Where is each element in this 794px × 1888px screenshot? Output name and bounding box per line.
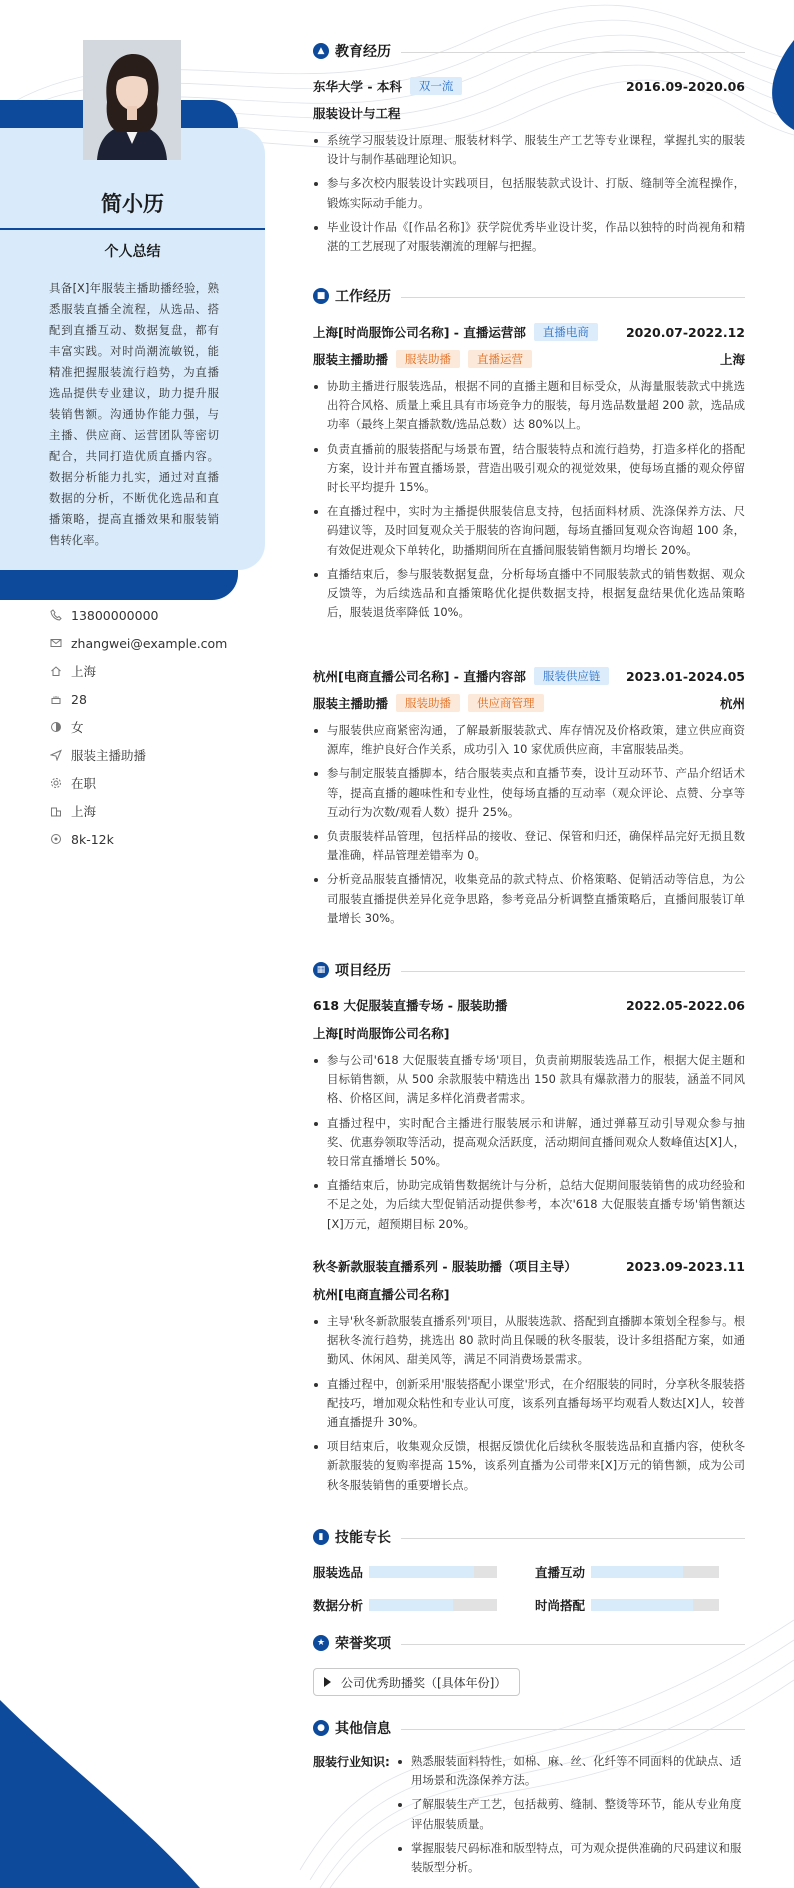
contact-list (50, 601, 260, 853)
skill-level-fill (369, 1566, 474, 1578)
list-item: 直播结束后，协助完成销售数据统计与分析，总结大促期间服装销售的成功经验和不足之处，为后续大型促销活动提供参考，本次'618 大促服装直播专场'销售额达[X]万元，超预期目标 20%。 (313, 1176, 745, 1234)
position-icon (50, 749, 62, 761)
project-entry-head: 618 大促服装直播专场 - 服装助播 2022.05-2022.06 (313, 997, 745, 1013)
home-icon (50, 665, 62, 677)
list-item: 负责直播前的服装搭配与场景布置，结合服装特点和流行趋势，打造多样化的搭配方案，设计并布置直播场景，营造出吸引观众的视觉效果，使每场直播的观众停留时长平均提升 15%。 (313, 440, 745, 498)
other-label: 服装行业知识: (313, 1755, 390, 1769)
education-bullets (313, 131, 745, 261)
gender-icon (50, 721, 62, 733)
section-awards: ★ 荣誉奖项 (313, 1631, 745, 1655)
bar-chart-icon: ▮ (313, 1529, 329, 1545)
salary-icon (50, 833, 62, 845)
status-icon (50, 777, 62, 789)
list-item: 参与公司'618 大促服装直播专场'项目，负责前期服装选品工作，根据大促主题和目标销售额，从 500 余款服装中精选出 150 款具有爆款潜力的服装，涵盖不同风格、价格区间，满足多样化消费者需求。 (313, 1051, 745, 1109)
list-item: 参与多次校内服装设计实践项目，包括服装款式设计、打版、缝制等全流程操作，锻炼实际动手能力。 (313, 174, 745, 212)
list-item: 分析竞品服装直播情况，收集竞品的款式特点、价格策略、促销活动等信息，为公司服装直播提供差异化竞争思路，参考竞品分析调整直播策略后，直播间服装订单量增长 30%。 (313, 870, 745, 928)
project-bullets (313, 1051, 745, 1239)
other-bullets (397, 1752, 745, 1882)
list-item: 直播结束后，参与服装数据复盘，分析每场直播中不同服装款式的销售数据、观众反馈等，为后续选品和直播策略优化提供数据支持，根据复盘结果优化选品策略后，服装退货率降低 10%。 (313, 565, 745, 623)
phone-icon (50, 609, 62, 621)
list-item: 与服装供应商紧密沟通，了解最新服装款式、库存情况及价格政策，建立供应商资源库，维护良好合作关系，成功引入 10 家优质供应商，丰富服装品类。 (313, 721, 745, 759)
profile-photo (83, 40, 181, 160)
list-item: 项目结束后，收集观众反馈，根据反馈优化后续秋冬服装选品和直播内容，使秋冬新款服装的复购率提高 15%，该系列直播为公司带来[X]万元的销售额，成为公司秋冬服装销售的重要增长点。 (313, 1437, 745, 1495)
project-company: 上海[时尚服饰公司名称] (313, 1026, 450, 1041)
list-item: 熟悉服装面料特性，如棉、麻、丝、化纤等不同面料的优缺点、适用场景和洗涤保养方法。 (397, 1752, 745, 1790)
list-item: 系统学习服装设计原理、服装材料学、服装生产工艺等专业课程，掌握扎实的服装设计与制作基础理论知识。 (313, 131, 745, 169)
list-item: 直播过程中，实时配合主播进行服装展示和讲解，通过弹幕互动引导观众参与抽奖、优惠券领取等活动，提高观众活跃度，活动期间直播间观众人数峰值达[X]人，较日常直播增长 50%。 (313, 1114, 745, 1172)
work-role: 服装主播助播 服装助播 供应商管理 杭州 (313, 696, 745, 711)
skill-level-fill (369, 1599, 453, 1611)
work-bullets (313, 721, 745, 933)
contact-phone: 13800000000 (50, 601, 260, 629)
role-tag: 供应商管理 (468, 694, 544, 712)
work-bullets (313, 377, 745, 627)
contact-email: zhangwei@example.com (50, 629, 260, 657)
work-tag: 服装供应链 (534, 667, 610, 685)
section-other: ● 其他信息 (313, 1716, 745, 1740)
list-item: 参与制定服装直播脚本，结合服装卖点和直播节奏，设计互动环节、产品介绍话术等，提高直播的趣味性和专业性，使每场直播的互动率（观众评论、点赞、分享等互动行为次数/观看人数）提升 25%。 (313, 764, 745, 822)
education-entry-head: 东华大学 - 本科 双一流 2016.09-2020.06 (313, 78, 745, 94)
briefcase-icon: ■ (313, 288, 329, 304)
name-divider (0, 228, 265, 230)
skill-level-bar (591, 1599, 719, 1611)
mail-icon (50, 637, 62, 649)
section-work: ■ 工作经历 (313, 284, 745, 308)
graduation-cap-icon: ▲ (313, 43, 329, 59)
list-item: 掌握服装尺码标准和版型特点，可为观众提供准确的尺码建议和服装版型分析。 (397, 1839, 745, 1877)
summary-text: 具备[X]年服装主播助播经验，熟悉服装直播全流程，从选品、搭配到直播互动、数据复盘，都有丰富实践。对时尚潮流敏锐，能精准把握服装流行趋势，为直播选品提供专业建议，助力提升服装销售额。沟通协作能力强，与主播、供应商、运营团队等密切配合，共同打造优质直播内容。数据分析能力扎实，通过对直播数据的分析，不断优化选品和直播策略，提高直播效果和服装销售转化率。 (49, 281, 219, 547)
contact-city: 上海 (50, 797, 260, 825)
award-item[interactable]: 公司优秀助播奖（[具体年份]） (313, 1668, 520, 1696)
skill-item: 服装选品 (313, 1563, 497, 1581)
play-triangle-icon (324, 1677, 331, 1687)
project-company: 杭州[电商直播公司名称] (313, 1287, 450, 1302)
role-tag: 直播运营 (468, 350, 532, 368)
section-projects: ▦ 项目经历 (313, 958, 745, 982)
age-icon (50, 693, 62, 705)
list-item: 负责服装样品管理，包括样品的接收、登记、保管和归还，确保样品完好无损且数量准确，样品管理差错率为 0。 (313, 827, 745, 865)
skill-level-bar (369, 1599, 497, 1611)
skill-level-fill (591, 1566, 683, 1578)
project-entry-head: 秋冬新款服装直播系列 - 服装助播（项目主导） 2023.09-2023.11 (313, 1258, 745, 1274)
role-tag: 服装助播 (396, 694, 460, 712)
contact-home: 上海 (50, 657, 260, 685)
list-item: 主导'秋冬新款服装直播系列'项目，从服装选款、搭配到直播脚本策划全程参与。根据秋冬流行趋势，挑选出 80 款时尚且保暖的秋冬服装，设计多组搭配方案，如通勤风、休闲风、甜美风等，满足不同消费场景需求。 (313, 1312, 745, 1370)
grid-icon: ▦ (313, 962, 329, 978)
skill-item: 数据分析 (313, 1596, 497, 1614)
award-icon: ★ (313, 1635, 329, 1651)
project-bullets (313, 1312, 745, 1500)
contact-gender: 女 (50, 713, 260, 741)
work-entry-head: 上海[时尚服饰公司名称] - 直播运营部 直播电商 2020.07-2022.12 (313, 324, 745, 340)
contact-status: 在职 (50, 769, 260, 797)
contact-position: 服装主播助播 (50, 741, 260, 769)
list-item: 协助主播进行服装选品，根据不同的直播主题和目标受众，从海量服装款式中挑选出符合风格、质量上乘且具有市场竞争力的服装，每月选品数量超 200 款，选品成功率（最终上架直播款数/选品总数）达 80%以上。 (313, 377, 745, 435)
section-education: ▲ 教育经历 (313, 39, 745, 63)
skill-level-fill (591, 1599, 693, 1611)
list-item: 直播过程中，创新采用'服装搭配小课堂'形式，在介绍服装的同时，分享秋冬服装搭配技巧，增加观众粘性和专业认可度，该系列直播每场平均观看人数达[X]人，较普通直播提升 30%。 (313, 1375, 745, 1433)
skill-item: 时尚搭配 (535, 1596, 719, 1614)
summary-title: 个人总结 (104, 244, 161, 260)
info-icon: ● (313, 1720, 329, 1736)
work-role: 服装主播助播 服装助播 直播运营 上海 (313, 352, 745, 367)
sidebar (0, 0, 265, 1888)
contact-age: 28 (50, 685, 260, 713)
work-tag: 直播电商 (534, 323, 598, 341)
list-item: 在直播过程中，实时为主播提供服装信息支持，包括面料材质、洗涤保养方法、尺码建议等，及时回复观众关于服装的咨询问题，每场直播回复观众咨询超 100 条，有效促进观众下单转化，助播期间所在直播间服装销售额月均增长 20%。 (313, 502, 745, 560)
skill-item: 直播互动 (535, 1563, 719, 1581)
list-item: 了解服装生产工艺，包括裁剪、缝制、整烫等环节，能从专业角度评估服装质量。 (397, 1795, 745, 1833)
work-entry-head: 杭州[电商直播公司名称] - 直播内容部 服装供应链 2023.01-2024.05 (313, 668, 745, 684)
education-tag: 双一流 (410, 77, 463, 95)
skill-level-bar (591, 1566, 719, 1578)
skill-level-bar (369, 1566, 497, 1578)
role-tag: 服装助播 (396, 350, 460, 368)
education-major: 服装设计与工程 (313, 106, 401, 121)
section-skills: ▮ 技能专长 (313, 1525, 745, 1549)
city-icon (50, 805, 62, 817)
profile-name: 简小历 (101, 192, 164, 216)
list-item: 毕业设计作品《[作品名称]》获学院优秀毕业设计奖，作品以独特的时尚视角和精湛的工艺展现了对服装潮流的理解与把握。 (313, 218, 745, 256)
contact-salary: 8k-12k (50, 825, 260, 853)
